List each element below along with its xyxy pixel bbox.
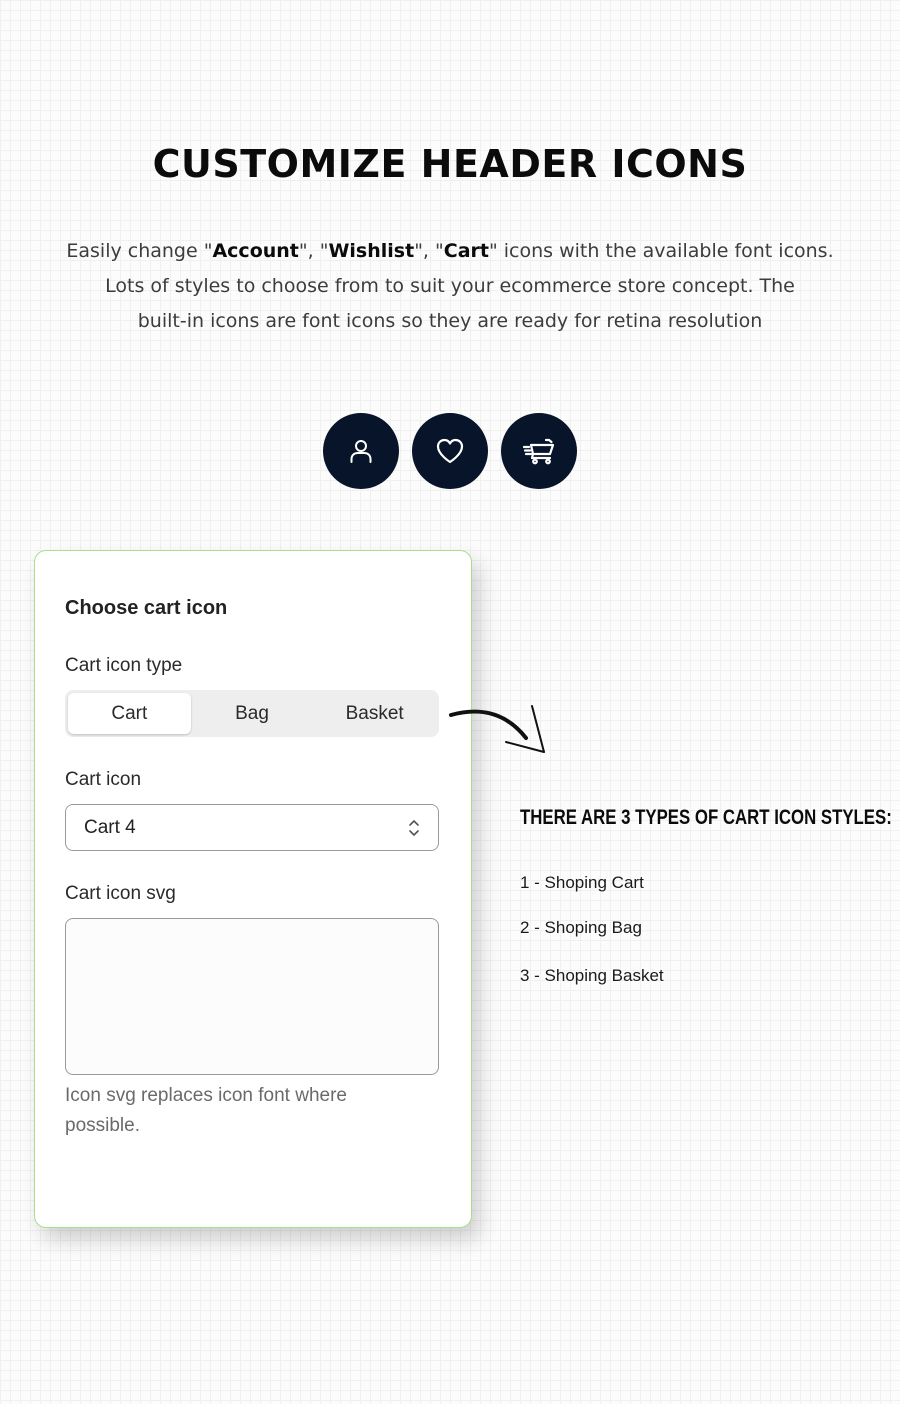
segment-basket[interactable]: Basket bbox=[345, 702, 404, 724]
curved-arrow-icon bbox=[446, 700, 550, 756]
header-icons-row bbox=[0, 413, 900, 489]
cart-icon-button[interactable] bbox=[501, 413, 577, 489]
cart-icon-type-label: Cart icon type bbox=[65, 655, 183, 676]
wishlist-icon-button[interactable] bbox=[412, 413, 488, 489]
cart-style-item: 2 - Shoping Bag bbox=[520, 918, 642, 937]
cart-icon-select-value: Cart 4 bbox=[84, 816, 136, 838]
page-title: CUSTOMIZE HEADER ICONS bbox=[152, 142, 748, 186]
user-icon bbox=[348, 438, 374, 464]
cart-icon-svg-textarea[interactable] bbox=[65, 918, 439, 1075]
description-line-3: built-in icons are font icons so they are ready for retina resolution bbox=[137, 310, 763, 332]
svg-help-text: Icon svg replaces icon font where possible. bbox=[65, 1085, 347, 1136]
desc-text: " icons with the available font icons. bbox=[488, 240, 834, 262]
cart-icon-svg-label: Cart icon svg bbox=[65, 883, 176, 904]
desc-text: ", " bbox=[414, 240, 444, 262]
cart-icon-select[interactable] bbox=[65, 804, 439, 851]
desc-account: Account bbox=[212, 240, 299, 262]
chevron-up-down-icon bbox=[408, 818, 420, 838]
desc-cart: Cart bbox=[443, 240, 489, 262]
cart-icon bbox=[522, 437, 556, 465]
cart-icon-type-segmented-control bbox=[65, 690, 439, 737]
cart-icon-styles-heading: THERE ARE 3 TYPES OF CART ICON STYLES: bbox=[520, 806, 892, 829]
heart-icon bbox=[435, 437, 465, 465]
segment-cart[interactable]: Cart bbox=[68, 693, 191, 734]
desc-wishlist: Wishlist bbox=[328, 240, 415, 262]
description-line-1 bbox=[60, 234, 840, 269]
cart-icon-label: Cart icon bbox=[65, 769, 142, 790]
panel-title: Choose cart icon bbox=[65, 597, 228, 619]
segment-bag[interactable]: Bag bbox=[235, 702, 269, 724]
cart-icon-settings-panel bbox=[34, 550, 472, 1228]
description bbox=[60, 234, 840, 339]
desc-text: Easily change " bbox=[66, 240, 213, 262]
desc-text: ", " bbox=[298, 240, 329, 262]
cart-style-item: 1 - Shoping Cart bbox=[520, 873, 644, 892]
description-line-2: Lots of styles to choose from to suit your ecommerce store concept. The bbox=[105, 275, 795, 297]
cart-style-item: 3 - Shoping Basket bbox=[520, 966, 664, 985]
account-icon-button[interactable] bbox=[323, 413, 399, 489]
